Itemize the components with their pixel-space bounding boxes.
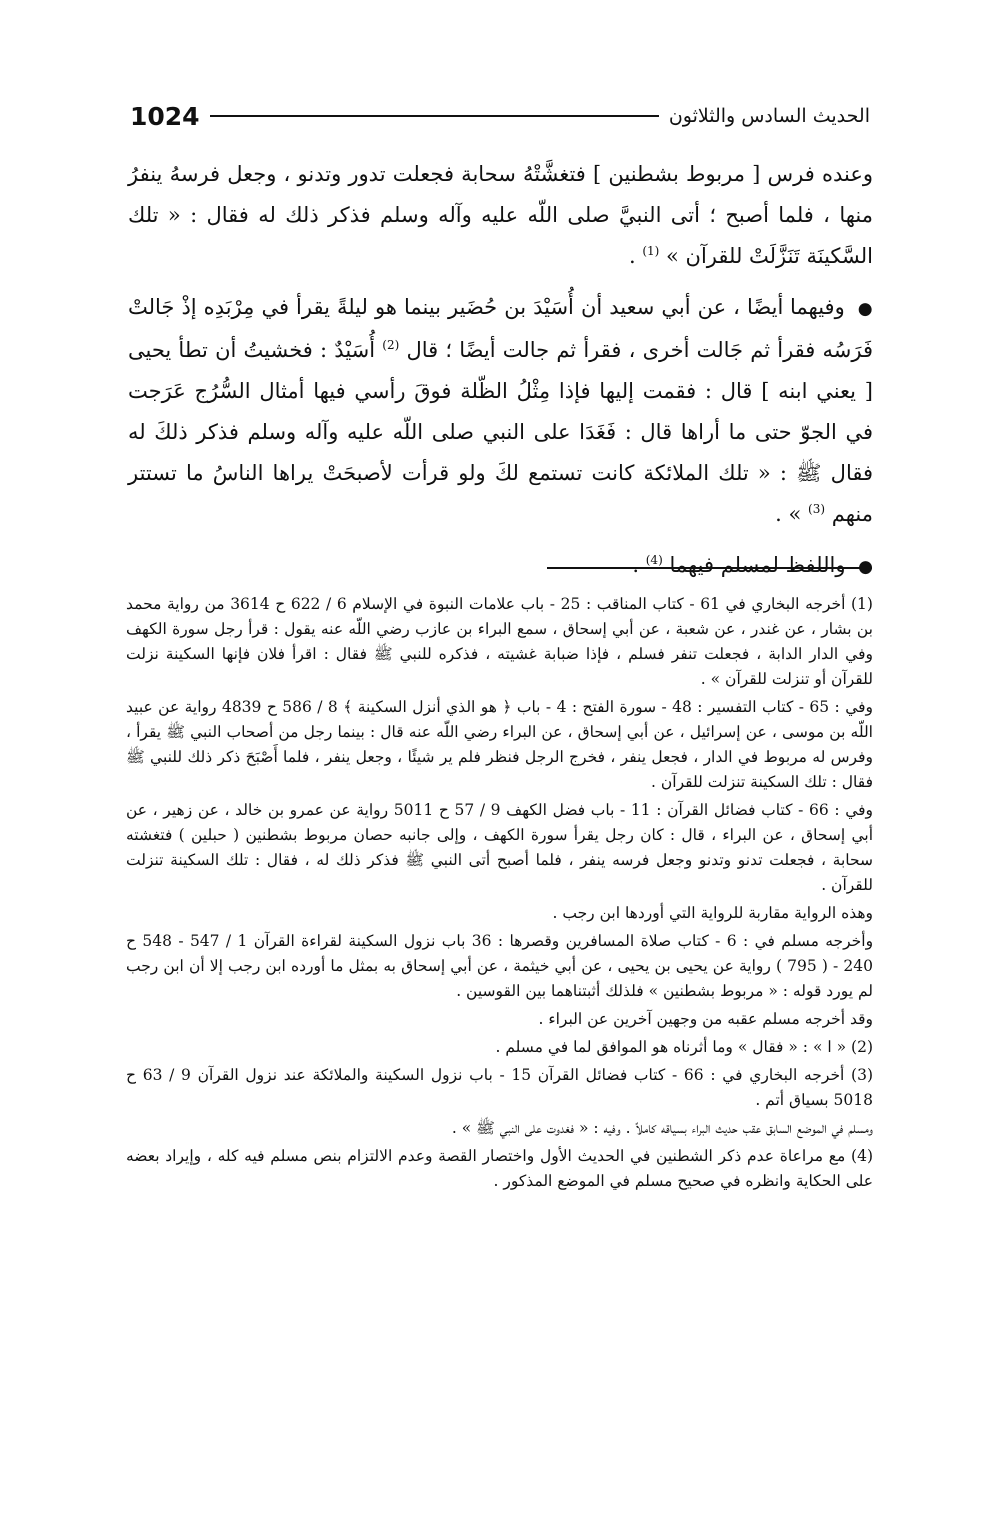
footnote-line: (2) « ا » : « فقال » وما أثرناه هو الموافق لما في مسلم . (495, 1038, 873, 1056)
footnote-separator (547, 567, 872, 569)
header-rule (210, 115, 659, 117)
footnote-line: (4) مع مراعاة عدم ذكر الشطنين في الحديث الأول واختصار القصة وعدم الالتزام بنص مسلم فيه كله ، وإيراد بعضه على الحكاية وانظره في صحيح مسلم في الموضع المذكور . (126, 1147, 873, 1190)
footnote-ref: (2) (382, 338, 400, 352)
main-text (128, 154, 873, 588)
paragraph-end: . (632, 553, 646, 577)
running-header (130, 96, 870, 136)
footnote-line: وفي : 66 - كتاب فضائل القرآن : 11 - باب فضل الكهف 9 / 57 ح 5011 رواية عن عمرو بن خالد ، عن زهير ، عن أبي إسحاق ، عن البراء ، قال : كان رجل يقرأ سورة الكهف ، وإلى جانبه حصان مربوط بشطنين ( حبلين ) فتغشته سحابة ، فجعلت تدنو وتدنو وجعل فرسه ينفر ، فلما أصبح أتى النبي ﷺ فذكر ذلك له ، فقال : تلك السكينة تنزلت للقرآن . (126, 801, 874, 894)
paragraph-text: أُسَيْدٌ : فخشيتُ أن تطأ يحيى [ يعني ابنه ] قال : فقمت إليها فإذا مِثْلُ الظّلة فوقَ رأسي فيها أمثال السُّرُج عَرَجت في الجوّ حتى ما أراها قال : فَغَدَا على النبي صلى اللّه عليه وآله وسلم فذكر ذلكَ له فقال ﷺ : « تلك الملائكة كانت تستمع لكَ ولو قرأت لأصبحَتْ يراها الناسُ ما تستتر منهم (128, 338, 873, 526)
paragraph-hadith (128, 287, 873, 535)
footnotes (126, 592, 873, 1197)
paragraph-text: واللفظ لمسلم فيهما (669, 553, 846, 577)
footnote-line: ومسلم في الموضع السابق عقب حديث البراء بسياقه كاملاً . وفيه : « فغدوت على النبي ﷺ » . (451, 1119, 873, 1137)
footnote-line: وفي : 65 - كتاب التفسير : 48 - سورة الفتح : 4 - باب ﴿ هو الذي أنزل السكينة ﴾ 8 / 586 ح 4839 رواية عن عبيد اللّه بن موسى ، عن إسرائيل ، عن أبي إسحاق ، عن البراء رضي اللّه عنه قال : بينما رجل من أصحاب النبي ﷺ يقرأ ، وفرس له مربوط في الدار ، فجعل ينفر ، فخرج الرجل فنظر فلم ير شيئًا ، وجعل ينفر ، فلما أَصْبَحَ ذكر ذلك للنبي ﷺ فقال : تلك السكينة تنزلت للقرآن . (126, 698, 874, 791)
paragraph-text: وفيهما أيضًا ، عن أبي سعيد أن أُسَيْدَ بن حُضَير بينما هو ليلةً يقرأ في مِرْبَدِه إذْ جَالتْ فَرَسُه فقرأ ثم جَالت أخرى ، فقرأ ثم جالت أيضًا ؛ قال (128, 295, 873, 362)
footnote-line: وأخرجه مسلم في : 6 - كتاب صلاة المسافرين وقصرها : 36 باب نزول السكينة لقراءة القرآن 1 / 547 - 548 ح 240 - ( 795 ) رواية عن يحيى بن يحيى ، عن أبي خيثمة ، عن أبي إسحاق به بمثل ما أورده ابن رجب إلا أن ابن رجب لم يورد قوله : « مربوط بشطنين » فلذلك أثبتناهما بين القوسين . (126, 932, 874, 1000)
paragraph-end: » . (775, 502, 809, 526)
footnote-line: (1) أخرجه البخاري في 61 - كتاب المناقب : 25 - باب علامات النبوة في الإسلام 6 / 622 ح 3614 من رواية محمد بن بشار ، عن غندر ، عن شعبة ، عن أبي إسحاق ، سمع البراء بن عازب رضي اللّه عنه يقول : قرأ رجل سورة الكهف وفي الدار الدابة ، فجعلت تنفر فسلم ، فإذا ضبابة غشيته ، فذكره للنبي ﷺ فقال : اقرأ فلان فإنها السكينة نزلت للقرآن أو تنزلت للقرآن » . (126, 595, 873, 688)
footnote-line: وهذه الرواية مقاربة للرواية التي أوردها ابن رجب . (552, 904, 873, 922)
bullet-icon: ● (857, 299, 873, 319)
chapter-title: الحديث السادس والثلاثون (668, 105, 870, 127)
footnote-ref: (1) (642, 244, 660, 258)
bullet-icon: ● (858, 557, 873, 577)
footnote-line: (3) أخرجه البخاري في : 66 - كتاب فضائل القرآن 15 - باب نزول السكينة والملائكة عند نزول القرآن 9 / 63 ح 5018 بسياق أتم . (126, 1066, 874, 1109)
page-number: 1024 (130, 101, 200, 131)
footnote-ref: (4) (645, 553, 663, 567)
paragraph-end: . (628, 244, 643, 268)
footnote-line: وقد أخرجه مسلم عقبه من وجهين آخرين عن البراء . (538, 1010, 873, 1028)
paragraph-text: وعنده فرس [ مربوط بشطنين ] فتغشَّتْهُ سحابة فجعلت تدور وتدنو ، وجعل فرسهُ ينفرُ منها ، فلما أصبح ؛ أتى النبيَّ صلى اللّه عليه وآله وسلم فذكر ذلك له فقال : « تلك السَّكينَة تَنَزَّلَتْ للقرآن » (128, 162, 873, 268)
footnote-ref: (3) (808, 502, 826, 516)
paragraph-continuation (128, 154, 873, 277)
